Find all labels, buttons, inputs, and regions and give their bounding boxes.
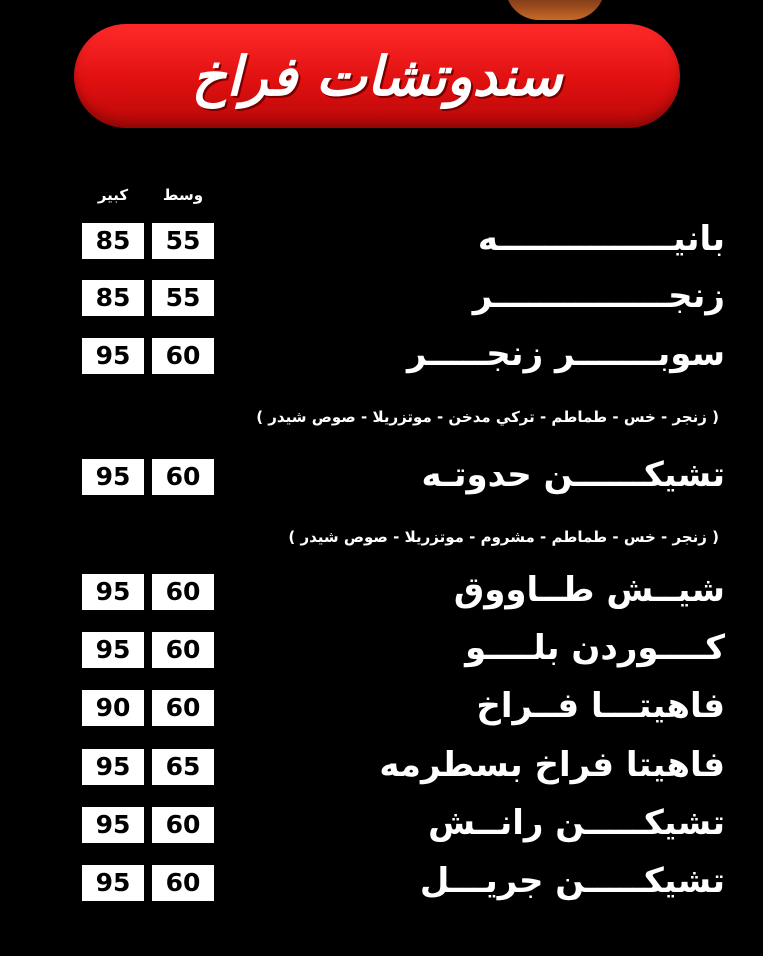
price-large: 95 <box>82 749 144 785</box>
item-name: زنجـــــــــــــــر <box>472 276 725 316</box>
menu-item <box>0 628 763 668</box>
menu-item <box>0 745 763 785</box>
menu-item <box>0 455 763 495</box>
price-large: 95 <box>82 865 144 901</box>
item-name: كــــوردن بلــــو <box>465 628 725 668</box>
price-medium: 55 <box>152 280 214 316</box>
item-name: بانيـــــــــــــــه <box>477 219 725 259</box>
price-large: 95 <box>82 632 144 668</box>
item-name: تشيكـــــن رانــش <box>428 803 725 843</box>
ingredients-note: ( زنجر - خس - طماطم - تركي مدخن - موتزريلا - صوص شيدر ) <box>256 408 719 426</box>
page-title: سندوتشات فراخ <box>191 44 563 108</box>
title-banner <box>74 24 680 128</box>
price-medium: 60 <box>152 690 214 726</box>
item-name: شيــش طــاووق <box>453 570 725 610</box>
price-medium: 65 <box>152 749 214 785</box>
menu-item <box>0 276 763 316</box>
ingredients-note: ( زنجر - خس - طماطم - مشروم - موتزريلا - صوص شيدر ) <box>288 528 719 546</box>
menu-item <box>0 803 763 843</box>
price-medium: 60 <box>152 807 214 843</box>
price-large: 95 <box>82 459 144 495</box>
price-large: 95 <box>82 338 144 374</box>
price-medium: 60 <box>152 632 214 668</box>
price-large: 85 <box>82 280 144 316</box>
menu-item <box>0 570 763 610</box>
price-medium: 55 <box>152 223 214 259</box>
price-medium: 60 <box>152 459 214 495</box>
price-large: 85 <box>82 223 144 259</box>
item-name: تشيكــــــن حدوتـه <box>421 455 725 495</box>
price-large: 90 <box>82 690 144 726</box>
price-medium: 60 <box>152 574 214 610</box>
menu-item <box>0 861 763 901</box>
price-medium: 60 <box>152 338 214 374</box>
menu-item <box>0 686 763 726</box>
price-medium: 60 <box>152 865 214 901</box>
price-large: 95 <box>82 807 144 843</box>
decorative-food-image <box>505 0 605 20</box>
item-name: فاهيتا فراخ بسطرمه <box>379 745 725 785</box>
menu-item <box>0 219 763 259</box>
price-large: 95 <box>82 574 144 610</box>
menu-item <box>0 334 763 374</box>
size-label-medium: وسط <box>162 186 204 204</box>
size-label-large: كبير <box>97 186 129 204</box>
item-name: سوبـــــــر زنجـــــر <box>407 334 725 374</box>
item-name: تشيكـــــن جريـــل <box>419 861 725 901</box>
item-name: فاهيتـــا فــراخ <box>476 686 725 726</box>
